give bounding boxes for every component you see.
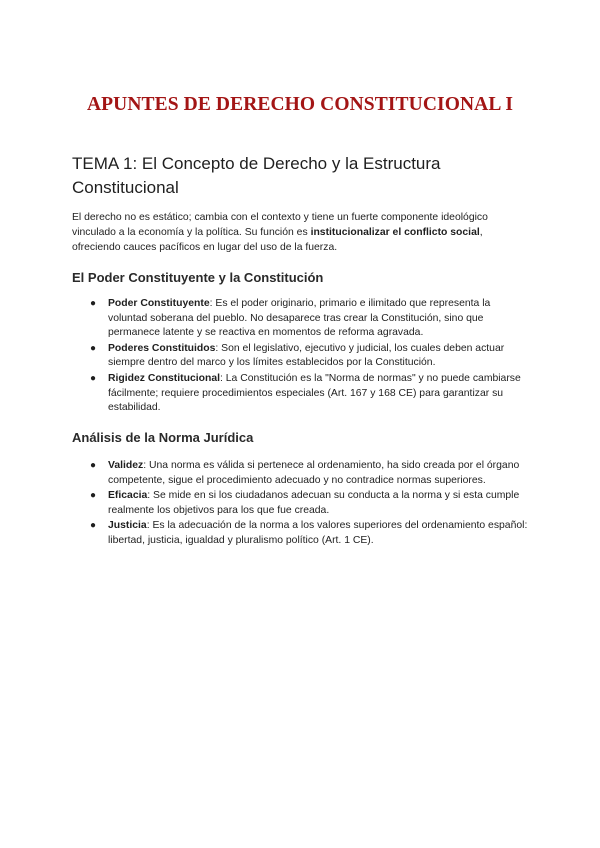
list-item xyxy=(90,342,530,371)
intro-text-end: , ofreciendo cauces pacíficos en lugar del uso de la fuerza. xyxy=(72,227,483,253)
list-item xyxy=(90,519,530,548)
bullet-icon: ● xyxy=(90,342,97,354)
list-item xyxy=(90,459,530,488)
list-item xyxy=(90,297,530,341)
list-item-text: : Se mide en si los ciudadanos adecuan su conducta a la norma y si esta cumple realmente los objetivos para los que fue creada. xyxy=(108,490,520,516)
tema-heading: TEMA 1: El Concepto de Derecho y la Estructura Constitucional xyxy=(72,154,441,197)
list-item-term: Justicia xyxy=(108,520,147,532)
intro-text-start: El derecho no es estático; cambia con el contexto y tiene un fuerte componente ideológico vinculado a la economía y la política. Su función es xyxy=(72,212,488,238)
list-item-term: Rigidez Constitucional xyxy=(108,372,220,384)
bullet-icon: ● xyxy=(90,460,97,471)
list-item-text: : Son el legislativo, ejecutivo y judicial, los cuales deben actuar siempre dentro del marco y los límites establecidos por la Constitución. xyxy=(108,342,505,369)
bullet-icon: ● xyxy=(90,490,97,502)
section-list-poder xyxy=(90,297,530,416)
intro-bold-phrase: institucionalizar el conflicto social xyxy=(310,227,480,238)
bullet-icon: ● xyxy=(90,372,97,384)
list-item-term: Validez xyxy=(108,460,144,471)
list-item-text: : Una norma es válida si pertenece al ordenamiento, ha sido creada por el órgano competente, sigue el procedimiento adecuado y no contradice normas superiores. xyxy=(108,460,520,486)
list-item-term: Eficacia xyxy=(108,490,148,502)
bullet-icon: ● xyxy=(90,520,97,532)
bullet-icon: ● xyxy=(90,298,97,309)
list-item xyxy=(90,489,530,518)
list-item-term: Poderes Constituidos xyxy=(108,342,216,354)
section-list-norma xyxy=(90,459,530,549)
document-title: APUNTES DE DERECHO CONSTITUCIONAL I xyxy=(86,94,514,115)
section-heading-norma: Análisis de la Norma Jurídica xyxy=(72,430,254,445)
list-item xyxy=(90,372,530,416)
list-item-text: : Es la adecuación de la norma a los valores superiores del ordenamiento español: libertad, justicia, igualdad y pluralismo político (Art. 1 CE). xyxy=(108,520,528,546)
list-item-text: : La Constitución es la "Norma de normas" y no puede cambiarse fácilmente; requiere procedimientos especiales (Art. 167 y 168 CE) para garantizar su estabilidad. xyxy=(108,372,521,414)
intro-paragraph xyxy=(72,210,532,255)
list-item-term: Poder Constituyente xyxy=(108,298,210,309)
list-item-text: : Es el poder originario, primario e ilimitado que representa la voluntad soberana del pueblo. No desaparece tras crear la Constitución, sino que permanece latente y se reactiva en momentos de reforma agravada. xyxy=(108,298,491,339)
section-heading-poder: El Poder Constituyente y la Constitución xyxy=(72,270,324,285)
